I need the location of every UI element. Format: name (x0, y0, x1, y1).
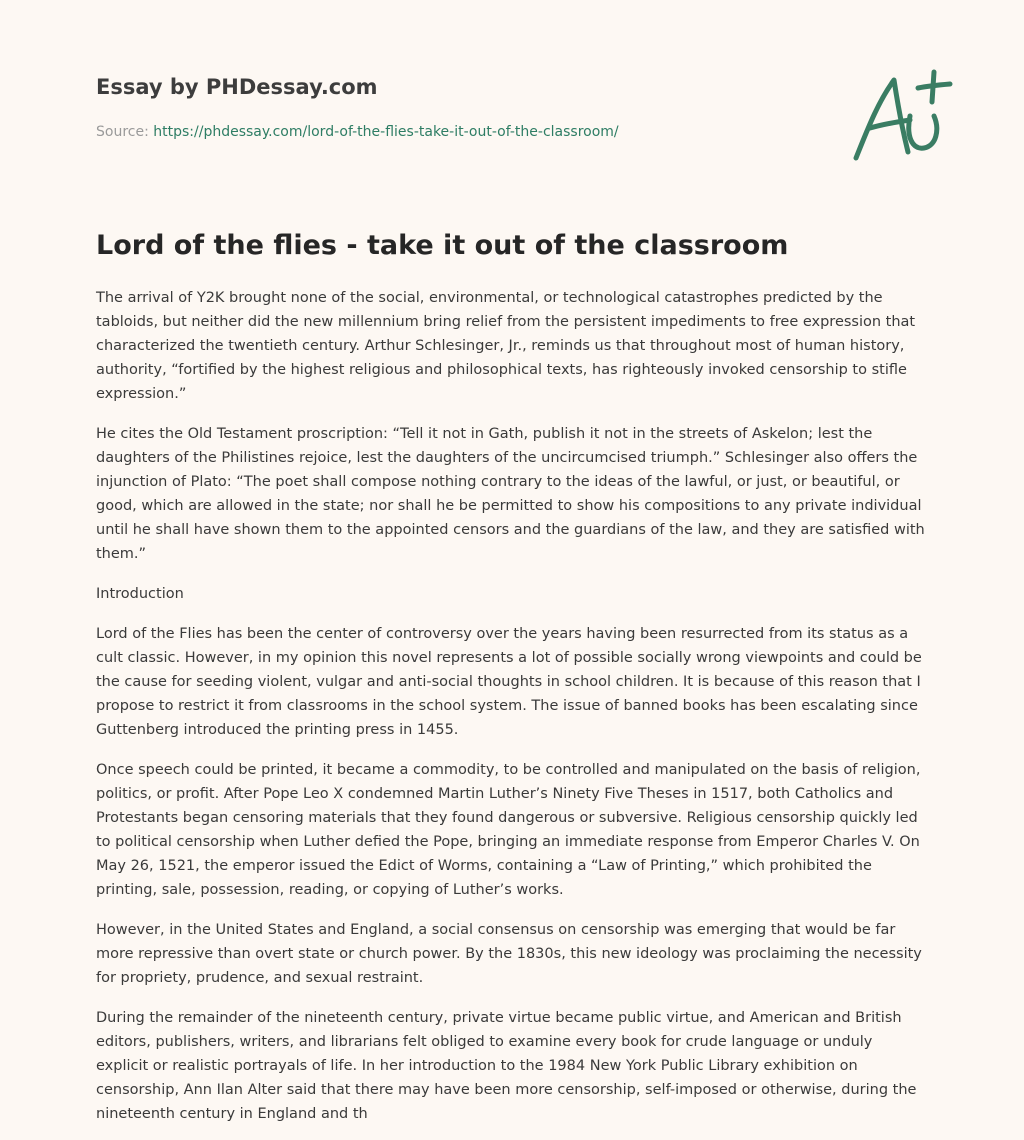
page-header (96, 0, 928, 175)
site-brand: Essay by PHDessay.com (96, 75, 378, 99)
paragraph: The arrival of Y2K brought none of the social, environmental, or technological catastrophes predicted by the tabloids, but neither did the new millennium bring relief from the persistent impediments to free expression that characterized the twentieth century. Arthur Schlesinger, Jr., reminds us that throughout most of human history, authority, “fortified by the highest religious and philosophical texts, has righteously invoked censorship to stifle expression.” (96, 290, 916, 402)
paragraph: Lord of the Flies has been the center of controversy over the years having been resurrected from its status as a cult classic. However, in my opinion this novel represents a lot of possible socially wrong viewpoints and could be the cause for seeding violent, vulgar and anti-social thoughts in school children. It is because of this reason that I propose to restrict it from classrooms in the school system. The issue of banned books has been escalating since Guttenberg introduced the printing press in 1455. (96, 626, 922, 738)
source-link[interactable]: https://phdessay.com/lord-of-the-flies-take-it-out-of-the-classroom/ (153, 124, 619, 140)
a-plus-logo-icon (846, 66, 956, 166)
paragraph: During the remainder of the nineteenth century, private virtue became public virtue, and American and British editors, publishers, writers, and librarians felt obliged to examine every book for crude language or unduly explicit or realistic portrayals of life. In her introduction to the 1984 New York Public Library exhibition on censorship, Ann Ilan Alter said that there may have been more censorship, self-imposed or otherwise, during the nineteenth century in England and th (96, 1010, 917, 1122)
paragraph: Once speech could be printed, it became a commodity, to be controlled and manipulated on the basis of religion, politics, or profit. After Pope Leo X condemned Martin Luther’s Ninety Five Theses in 1517, both Catholics and Protestants began censoring materials that they found dangerous or subversive. Religious censorship quickly led to political censorship when Luther defied the Pope, bringing an immediate response from Emperor Charles V. On May 26, 1521, the emperor issued the Edict of Worms, containing a “Law of Printing,” which prohibited the printing, sale, possession, reading, or copying of Luther’s works. (96, 762, 921, 898)
paragraph: However, in the United States and England, a social consensus on censorship was emerging that would be far more repressive than overt state or church power. By the 1830s, this new ideology was proclaiming the necessity for propriety, prudence, and sexual restraint. (96, 922, 922, 986)
source-label: Source: (96, 124, 149, 140)
essay-title: Lord of the flies - take it out of the classroom (96, 230, 789, 261)
paragraph: He cites the Old Testament proscription: “Tell it not in Gath, publish it not in the streets of Askelon; lest the daughters of the Philistines rejoice, lest the daughters of the uncircumcised triumph.” Schlesinger also offers the injunction of Plato: “The poet shall compose nothing contrary to the ideas of the lawful, or just, or beautiful, or good, which are allowed in the state; nor shall he be permitted to show his compositions to any private individual until he shall have shown them to the appointed censors and the guardians of the law, and they are satisfied with them.” (96, 426, 925, 562)
essay-body (96, 286, 928, 1126)
section-heading-introduction: Introduction (96, 586, 184, 602)
source-line (96, 124, 619, 140)
